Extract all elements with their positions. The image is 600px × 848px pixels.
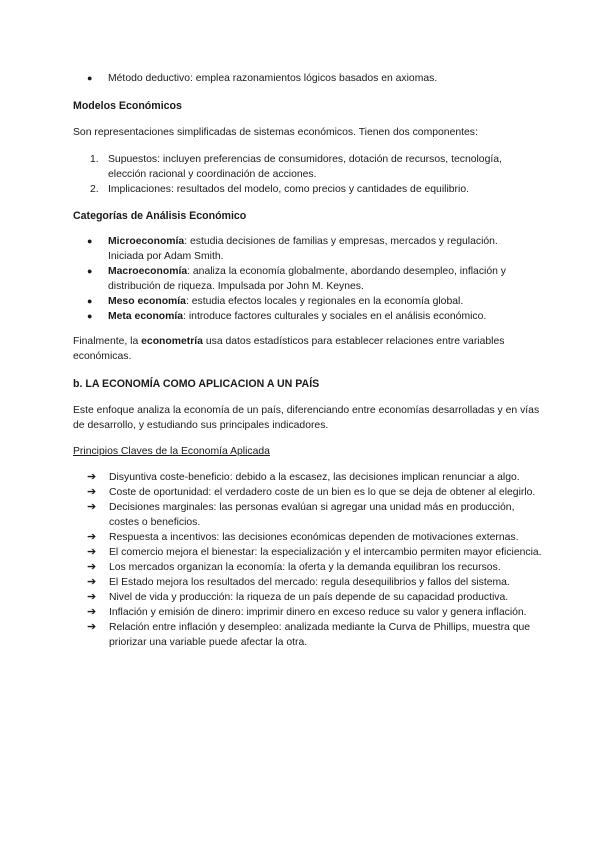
list-item-text: : analiza la economía globalmente, abordando desempleo, inflación y distribución de riqueza. Impulsada por John M. Keynes. [108, 266, 506, 292]
bullet-icon: ● [87, 266, 93, 276]
list-item-text: : estudia efectos locales y regionales en la economía global. [185, 296, 464, 307]
section-b-heading: b. LA ECONOMÍA COMO APLICACION A UN PAÍS [73, 378, 320, 390]
list-item-text: Implicaciones: resultados del modelo, como precios y cantidades de equilibrio. [108, 184, 469, 195]
list-item [73, 605, 543, 620]
list-item [73, 234, 533, 264]
list-item [73, 590, 543, 605]
list-item-text: El comercio mejora el bienestar: la especialización y el intercambio permiten mayor eficiencia. [109, 547, 542, 558]
list-item [73, 294, 533, 309]
list-item [73, 560, 543, 575]
list-item [73, 152, 533, 182]
arrow-right-icon: ➔ [87, 621, 97, 633]
list-item-text: Decisiones marginales: las personas evalúan si agregar una unidad más en producción, costes o beneficios. [109, 502, 515, 528]
list-item [73, 470, 543, 485]
list-item [73, 530, 543, 545]
econometrics-paragraph: Finalmente, la econometría usa datos estadísticos para establecer relaciones entre variables económicas. [73, 336, 505, 362]
categories-heading: Categorías de Análisis Económico [73, 210, 247, 222]
bullet-icon: ● [87, 73, 93, 83]
bullet-icon: ● [87, 296, 93, 306]
term: Microeconomía [108, 236, 185, 247]
principles-list [73, 470, 543, 650]
arrow-right-icon: ➔ [87, 561, 97, 573]
models-list [73, 152, 533, 197]
list-item-text: Nivel de vida y producción: la riqueza de un país depende de su capacidad productiva. [109, 592, 509, 603]
list-item [73, 264, 533, 294]
list-item [73, 620, 543, 650]
list-item [73, 500, 543, 530]
list-item-text: Supuestos: incluyen preferencias de consumidores, dotación de recursos, tecnología, elección racional y coordinación de acciones. [108, 154, 502, 180]
list-item-text: Método deductivo: emplea razonamientos lógicos basados en axiomas. [108, 73, 438, 84]
list-item-text: Respuesta a incentivos: las decisiones económicas dependen de motivaciones externas. [109, 532, 519, 543]
list-item-text: Coste de oportunidad: el verdadero coste de un bien es lo que se deja de obtener al elegirlo. [109, 487, 536, 498]
term: Meso economía [108, 296, 186, 307]
list-item-text: Los mercados organizan la economía: la oferta y la demanda equilibran los recursos. [109, 562, 501, 573]
list-item-text: El Estado mejora los resultados del mercado: regula desequilibrios y fallos del sistema. [109, 577, 510, 588]
models-heading: Modelos Económicos [73, 100, 182, 112]
term: Macroeconomía [108, 266, 188, 277]
bullet-icon: ● [87, 311, 93, 321]
list-item-text: : introduce factores culturales y sociales en el análisis económico. [183, 311, 487, 322]
list-item-text: Relación entre inflación y desempleo: analizada mediante la Curva de Phillips, muestra que priorizar una variable puede afectar la otra. [109, 622, 531, 648]
principles-subheading: Principios Claves de la Economía Aplicada [73, 446, 270, 457]
arrow-right-icon: ➔ [87, 531, 97, 543]
list-item-text: Inflación y emisión de dinero: imprimir dinero en exceso reduce su valor y genera inflación. [109, 607, 527, 618]
list-item [73, 545, 543, 560]
arrow-right-icon: ➔ [87, 606, 97, 618]
models-intro: Son representaciones simplificadas de sistemas económicos. Tienen dos componentes: [73, 127, 478, 138]
list-number: 1. [90, 154, 99, 165]
list-item [73, 575, 543, 590]
list-item-text: : estudia decisiones de familias y empresas, mercados y regulación. Iniciada por Adam Smith. [108, 236, 498, 262]
list-item [73, 309, 533, 324]
list-item [73, 71, 533, 86]
arrow-right-icon: ➔ [87, 471, 97, 483]
arrow-right-icon: ➔ [87, 501, 97, 513]
term: econometría [141, 336, 203, 347]
arrow-right-icon: ➔ [87, 486, 97, 498]
bullet-icon: ● [87, 236, 93, 246]
method-list [73, 71, 533, 86]
term: Meta economía [108, 311, 184, 322]
categories-list [73, 234, 533, 324]
section-b-intro: Este enfoque analiza la economía de un país, diferenciando entre economías desarrolladas y en vías de desarrollo, y estudiando sus principales indicadores. [73, 405, 540, 431]
list-item-text: Disyuntiva coste-beneficio: debido a la escasez, las decisiones implican renunciar a algo. [109, 472, 520, 483]
arrow-right-icon: ➔ [87, 591, 97, 603]
arrow-right-icon: ➔ [87, 546, 97, 558]
list-number: 2. [90, 184, 99, 195]
list-item [73, 182, 533, 197]
list-item [73, 485, 543, 500]
arrow-right-icon: ➔ [87, 576, 97, 588]
